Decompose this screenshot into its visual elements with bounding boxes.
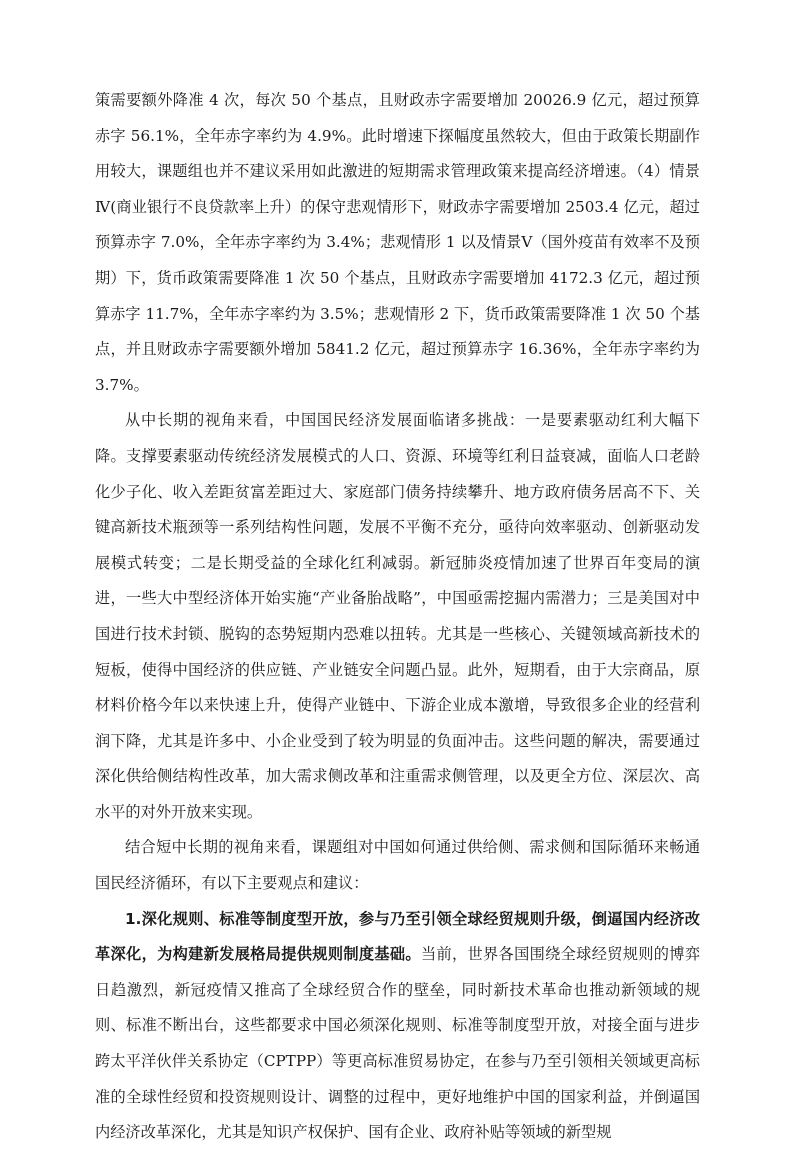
paragraph-text: 结合短中长期的视角来看，课题组对中国如何通过供给侧、需求侧和国际循环来畅通国民经济循环，有以下主要观点和建议： bbox=[95, 838, 700, 893]
paragraph-recommendation-1 bbox=[95, 902, 700, 1151]
paragraph-text: 当前，世界各国围绕全球经贸规则的博弈日趋激烈，新冠疫情又推高了全球经贸合作的壁垒，同时新技术革命也推动新领域的规则、标准不断出台，这些都要求中国必须深化规则、标准等制度型开放，对接全面与进步跨太平洋伙伴关系协定（CPTPP）等更高标准贸易协定，在参与乃至引领相关领域更高标准的全球性经贸和投资规则设计、调整的过程中，更好地维护中国的国家利益，并倒逼国内经济改革深化，尤其是知识产权保护、国有企业、政府补贴等领域的新型规 bbox=[95, 945, 701, 1142]
paragraph-text: 从中长期的视角来看，中国国民经济发展面临诸多挑战：一是要素驱动红利大幅下降。支撑要素驱动传统经济发展模式的人口、资源、环境等红利日益衰减，面临人口老龄化少子化、收入差距贫富差距过大、家庭部门债务持续攀升、地方政府债务居高不下、关键高新技术瓶颈等一系列结构性问题，发展不平衡不充分，亟待向效率驱动、创新驱动发展模式转变；二是长期受益的全球化红利减弱。新冠肺炎疫情加速了世界百年变局的演进，一些大中型经济体开始实施“产业备胎战略”，中国亟需挖掘内需潜力；三是美国对中国进行技术封锁、脱钩的态势短期内恐难以扭转。尤其是一些核心、关键领域高新技术的短板，使得中国经济的供应链、产业链安全问题凸显。此外，短期看，由于大宗商品，原材料价格今年以来快速上升，使得产业链中、下游企业成本激增，导致很多企业的经营利润下降，尤其是许多中、小企业受到了较为明显的负面冲击。这些问题的解决，需要通过深化供给侧结构性改革，加大需求侧改革和注重需求侧管理，以及更全方位、深层次、高水平的对外开放来实现。 bbox=[95, 411, 700, 821]
paragraph-recommendations-intro bbox=[95, 830, 700, 901]
paragraph-scenario-results bbox=[95, 83, 700, 403]
paragraph-medium-long-term-challenges bbox=[95, 403, 700, 830]
document-page bbox=[95, 83, 700, 1151]
recommendation-heading: 1.深化规则、标准等制度型开放，参与乃至引领全球经贸规则升级，倒逼国内经济改革深化，为构建新发展格局提供规则制度基础。 bbox=[95, 909, 700, 964]
paragraph-text: 策需要额外降准 4 次，每次 50 个基点，且财政赤字需要增加 20026.9 亿元，超过预算赤字 56.1%，全年赤字率约为 4.9%。此时增速下探幅度虽然较大，但由于政策长期副作用较大，课题组也并不建议采用如此激进的短期需求管理政策来提高经济增速。（4）情景Ⅳ(商业银行不良贷款率上升）的保守悲观情形下，财政赤字需要增加 2503.4 亿元，超过预算赤字 7.0%，全年赤字率约为 3.4%；悲观情形 1 以及情景Ⅴ（国外疫苗有效率不及预期）下，货币政策需要降准 1 次 50 个基点，且财政赤字需要增加 4172.3 亿元，超过预算赤字 11.7%，全年赤字率约为 3.5%；悲观情形 2 下，货币政策需要降准 1 次 50 个基点，并且财政赤字需要额外增加 5841.2 亿元，超过预算赤字 16.36%，全年赤字率约为 3.7%。 bbox=[95, 91, 700, 394]
